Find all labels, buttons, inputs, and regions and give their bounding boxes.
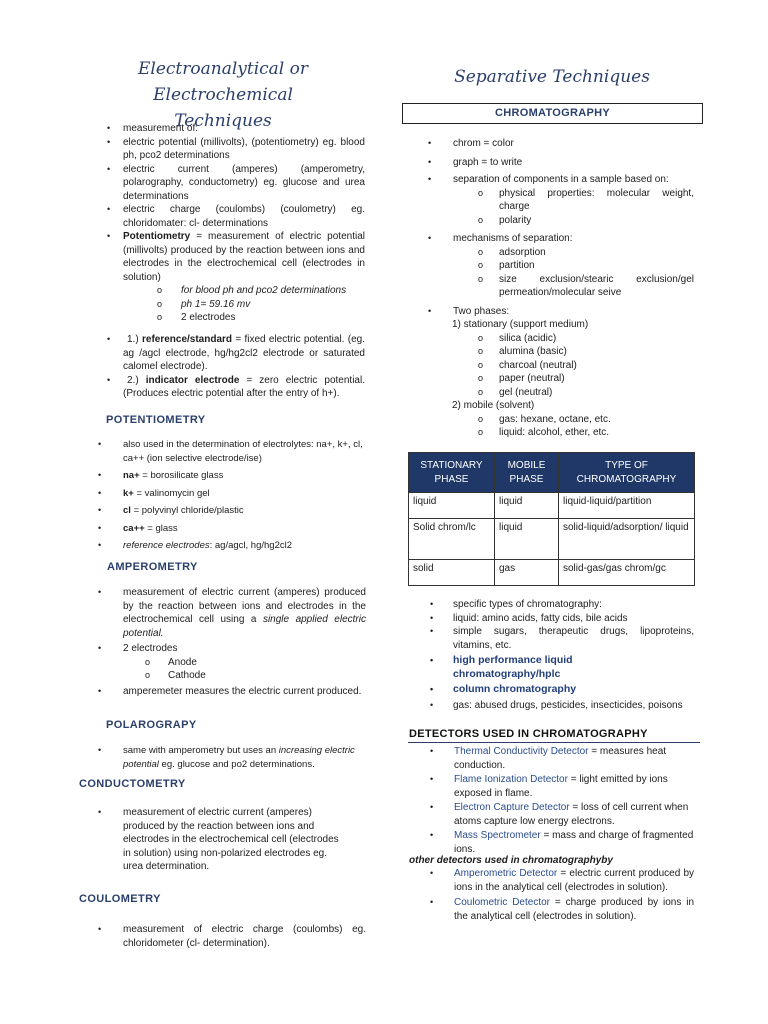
list-item: o size exclusion/stearic exclusion/gel permeation/molecular seive	[478, 273, 694, 298]
list-item: • amperemeter measures the electric current produced.	[98, 685, 362, 697]
table-row	[409, 519, 695, 560]
potentiometry-heading: POTENTIOMETRY	[106, 414, 206, 426]
list-item: • chrom = color	[428, 138, 514, 149]
list-item: • electric current (amperes) (amperometry, polarography, conductometry) eg. glucose and urea determinations	[107, 163, 365, 202]
detectors-list	[430, 745, 694, 856]
chromatography-types-list	[430, 598, 694, 712]
list-item: • also used in the determination of electrolytes: na+, k+, cl, ca++ (ion selective electrode/ise)	[98, 439, 363, 464]
list-item: • graph = to write	[428, 156, 523, 168]
list-item: o physical properties: molecular weight, charge	[478, 187, 694, 212]
list-item: • 2.) indicator electrode = zero electric potential. (Produces electric potential after the entry of h+).	[107, 374, 365, 399]
list-item: • 2 electrodes	[98, 643, 178, 654]
list-item: • measurement of electric current (amperes) produced by the reaction between ions and electrodes in the electrochemical cell (electrodes in solution) using non-polarized electrodes eg. urea determination.	[98, 807, 339, 872]
list-item: • high performance liquid chromatography/hplc	[430, 654, 573, 680]
list-item: • k+ = valinomycin gel	[98, 487, 210, 499]
amperometry-heading: AMPEROMETRY	[107, 561, 198, 573]
list-item: o paper (neutral)	[478, 373, 565, 384]
list-item: o partition	[478, 260, 535, 271]
list-item: o gel (neutral)	[478, 386, 553, 398]
list-item: o liquid: alcohol, ether, etc.	[478, 427, 610, 438]
table-header-row	[409, 453, 695, 493]
table-cell: liquid-liquid/partition	[559, 493, 695, 519]
list-item: • Coulometric Detector = charge produced by ions in the analytical cell (electrodes in solution).	[430, 897, 694, 922]
detectors-divider	[408, 742, 700, 743]
list-item: o silica (acidic)	[478, 332, 557, 344]
list-item: • Potentiometry = measurement of electric potential (millivolts) produced by the reaction between ions and electrodes in the electrochemical cell (electrodes in solution)	[107, 231, 365, 283]
list-item: o adsorption	[478, 246, 546, 258]
list-item: • separation of components in a sample based on:	[428, 174, 669, 185]
list-item: • Flame Ionization Detector = light emitted by ions exposed in flame.	[430, 774, 668, 799]
list-item: • column chromatography	[430, 683, 577, 695]
list-item: • measurement of electric current (amperes) produced by the reaction between ions and electrodes in the electrochemical cell using a single applied electric potential.	[98, 587, 366, 639]
list-item: • measurement of electric charge (coulombs) eg. chloridometer (cl- determination).	[98, 924, 366, 949]
right-title: Separative Techniques	[454, 67, 650, 87]
conductometry-heading: CONDUCTOMETRY	[79, 778, 186, 790]
chromatography-list	[428, 137, 694, 440]
list-item: o ph 1= 59.16 mv	[157, 298, 251, 310]
table-header-cell: MOBILE PHASE	[495, 453, 559, 493]
left-title: Electroanalytical or Electrochemical Techniques	[137, 59, 308, 131]
table-row	[409, 560, 695, 586]
list-item: • liquid: amino acids, fatty cids, bile acids	[430, 612, 628, 624]
list-item: • Two phases:	[428, 305, 510, 317]
list-item: • Thermal Conductivity Detector = measures heat conduction.	[430, 746, 667, 771]
amperometry-sublist	[98, 656, 366, 683]
list-item: o alumina (basic)	[478, 346, 567, 357]
table-row	[409, 493, 695, 519]
coulometry-heading: COULOMETRY	[79, 893, 161, 905]
intro-list	[107, 122, 365, 325]
mechanisms-sublist	[428, 246, 694, 300]
list-item: o gas: hexane, octane, etc.	[478, 413, 611, 425]
table-cell: solid	[409, 560, 495, 586]
list-item: o polarity	[478, 214, 532, 226]
list-item: • Mass Spectrometer = mass and charge of fragmented ions.	[430, 830, 694, 855]
detectors-heading: DETECTORS USED IN CHROMATOGRAPHY	[409, 728, 648, 740]
table-cell: liquid	[409, 493, 495, 519]
phase-2: 2) mobile (solvent)	[452, 400, 535, 411]
list-item: • simple sugars, therapeutic drugs, lipoproteins, vitamins, etc.	[430, 626, 694, 651]
other-detectors-heading: other detectors used in chromatographyby	[409, 855, 613, 866]
mobile-sublist	[428, 413, 694, 440]
conductometry-list	[98, 806, 348, 874]
list-item: • electric potential (millivolts), (potentiometry) eg. blood ph, pco2 determinations	[107, 136, 365, 161]
list-item: • mechanisms of separation:	[428, 233, 573, 244]
table-header-cell: TYPE OF CHROMATOGRAPHY	[559, 453, 695, 493]
table-cell: solid-gas/gas chrom/gc	[559, 560, 695, 586]
list-item: • gas: abused drugs, pesticides, insecticides, poisons	[430, 699, 683, 711]
list-item: o charcoal (neutral)	[478, 359, 577, 371]
table-cell: solid-liquid/adsorption/ liquid	[559, 519, 695, 560]
table-cell: liquid	[495, 519, 559, 560]
list-item: • 1.) reference/standard = fixed electric potential. (eg. ag /agcl electrode, hg/hg2cl2 electrode or saturated calomel electrode).	[107, 334, 365, 372]
table-cell: gas	[495, 560, 559, 586]
other-detectors-list	[430, 867, 694, 923]
list-item: • electric charge (coulombs) (coulometry) eg. chloridomater: cl- determinations	[107, 204, 365, 229]
list-item: o Anode	[145, 656, 197, 668]
amperometry-list	[98, 586, 366, 698]
polarography-heading: POLAROGRAPY	[106, 719, 197, 731]
chromatography-heading: CHROMATOGRAPHY	[402, 103, 703, 124]
potentiometry-list	[98, 438, 366, 553]
list-item: o for blood ph and pco2 determinations	[157, 285, 347, 296]
table-cell: liquid	[495, 493, 559, 519]
table-header-cell: STATIONARY PHASE	[409, 453, 495, 493]
phase-1: 1) stationary (support medium)	[452, 319, 589, 330]
list-item: • reference electrodes: ag/agcl, hg/hg2cl2	[98, 540, 293, 551]
coulometry-list	[98, 923, 366, 950]
electrode-list	[107, 333, 365, 401]
list-item: • Electron Capture Detector = loss of cell current when atoms capture low energy electrons.	[430, 802, 689, 827]
potentiometry-sublist	[107, 284, 365, 325]
list-item: • ca++ = glass	[98, 522, 178, 534]
list-item: • measurement of:	[107, 123, 199, 134]
list-item: o 2 electrodes	[157, 312, 236, 323]
polarography-list	[98, 744, 366, 771]
list-item: • na+ = borosilicate glass	[98, 470, 224, 481]
separation-sublist	[428, 187, 694, 228]
table-cell: Solid chrom/lc	[409, 519, 495, 560]
list-item: • cl = polyvinyl chloride/plastic	[98, 505, 244, 516]
phase-table	[408, 452, 695, 586]
list-item: • specific types of chromatography:	[430, 599, 602, 610]
list-item: • Amperometric Detector = electric current produced by ions in the analytical cell (electrodes in solution).	[430, 868, 695, 893]
stationary-sublist	[428, 332, 694, 400]
list-item: • same with amperometry but uses an increasing electric potential eg. glucose and po2 determinations.	[98, 745, 355, 770]
list-item: o Cathode	[145, 670, 206, 681]
